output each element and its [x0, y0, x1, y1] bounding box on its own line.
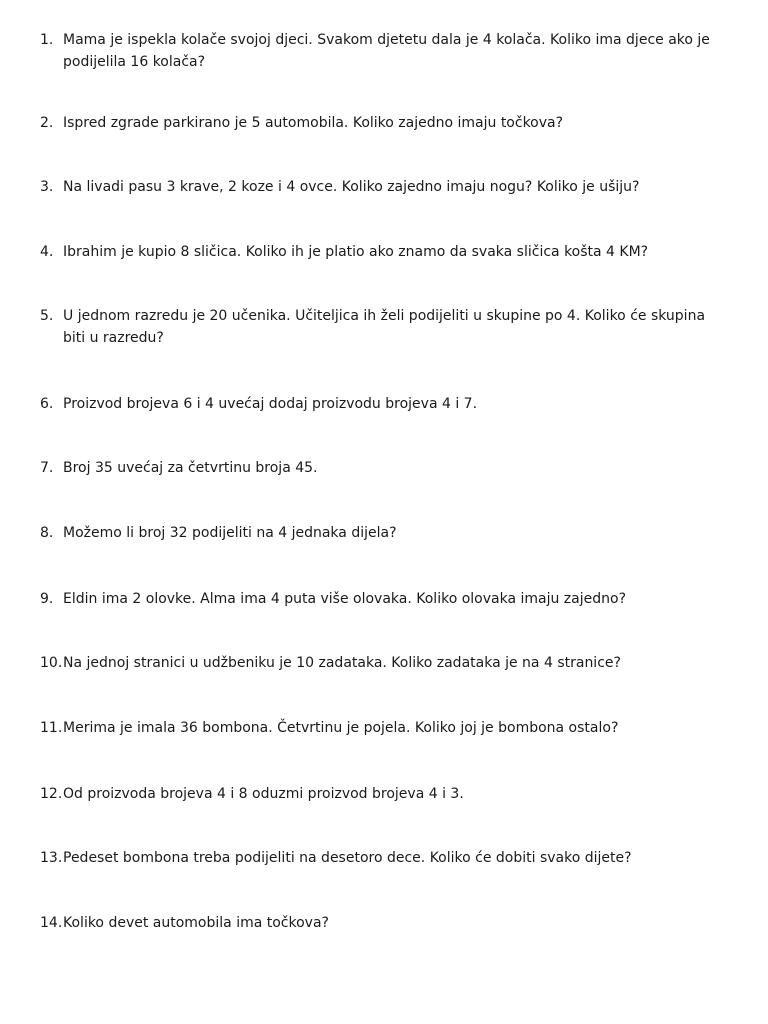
- task-number: 2.: [40, 115, 54, 131]
- task-text: Ispred zgrade parkirano je 5 automobila. Koliko zajedno imaju točkova?: [63, 115, 564, 131]
- task-text: Na jednoj stranici u udžbeniku je 10 zadataka. Koliko zadataka je na 4 stranice?: [63, 655, 621, 671]
- task-number: 9.: [40, 591, 54, 607]
- task-number: 6.: [40, 396, 54, 412]
- task-number: 1.: [40, 32, 54, 48]
- task-item: [40, 522, 730, 544]
- task-text: Merima je imala 36 bombona. Četvrtinu je pojela. Koliko joj je bombona ostalo?: [63, 720, 619, 736]
- task-item: [40, 305, 730, 349]
- task-text: Eldin ima 2 olovke. Alma ima 4 puta više olovaka. Koliko olovaka imaju zajedno?: [63, 591, 626, 607]
- task-item: [40, 176, 730, 198]
- task-item: [40, 717, 730, 739]
- task-item: [40, 457, 730, 479]
- task-item: [40, 783, 730, 805]
- task-number: 4.: [40, 244, 54, 260]
- task-item: [40, 29, 730, 73]
- task-number: 7.: [40, 460, 54, 476]
- task-text: Broj 35 uvećaj za četvrtinu broja 45.: [63, 460, 318, 476]
- task-item: [40, 241, 730, 263]
- task-text: Proizvod brojeva 6 i 4 uvećaj dodaj proizvodu brojeva 4 i 7.: [63, 396, 478, 412]
- task-number: 12.: [40, 786, 63, 802]
- task-number: 3.: [40, 179, 54, 195]
- task-item: [40, 112, 730, 134]
- task-text: Možemo li broj 32 podijeliti na 4 jednaka dijela?: [63, 525, 397, 541]
- task-text: Mama je ispekla kolače svojoj djeci. Svakom djetetu dala je 4 kolača. Koliko ima djece ako je podijelila 16 kolača?: [63, 32, 710, 70]
- task-text: Pedeset bombona treba podijeliti na desetoro dece. Koliko će dobiti svako dijete?: [63, 850, 632, 866]
- task-item: [40, 847, 730, 869]
- task-number: 5.: [40, 308, 54, 324]
- task-text: Koliko devet automobila ima točkova?: [63, 915, 329, 931]
- task-text: U jednom razredu je 20 učenika. Učiteljica ih želi podijeliti u skupine po 4. Koliko će skupina biti u razredu?: [63, 308, 706, 346]
- task-number: 8.: [40, 525, 54, 541]
- task-item: [40, 912, 730, 934]
- task-number: 13.: [40, 850, 63, 866]
- task-text: Ibrahim je kupio 8 sličica. Koliko ih je platio ako znamo da svaka sličica košta 4 KM?: [63, 244, 649, 260]
- task-item: [40, 588, 730, 610]
- task-number: 14.: [40, 915, 63, 931]
- task-item: [40, 393, 730, 415]
- task-text: Na livadi pasu 3 krave, 2 koze i 4 ovce. Koliko zajedno imaju nogu? Koliko je ušiju?: [63, 179, 640, 195]
- task-number: 11.: [40, 720, 63, 736]
- task-item: [40, 652, 730, 674]
- task-text: Od proizvoda brojeva 4 i 8 oduzmi proizvod brojeva 4 i 3.: [63, 786, 464, 802]
- task-number: 10.: [40, 655, 63, 671]
